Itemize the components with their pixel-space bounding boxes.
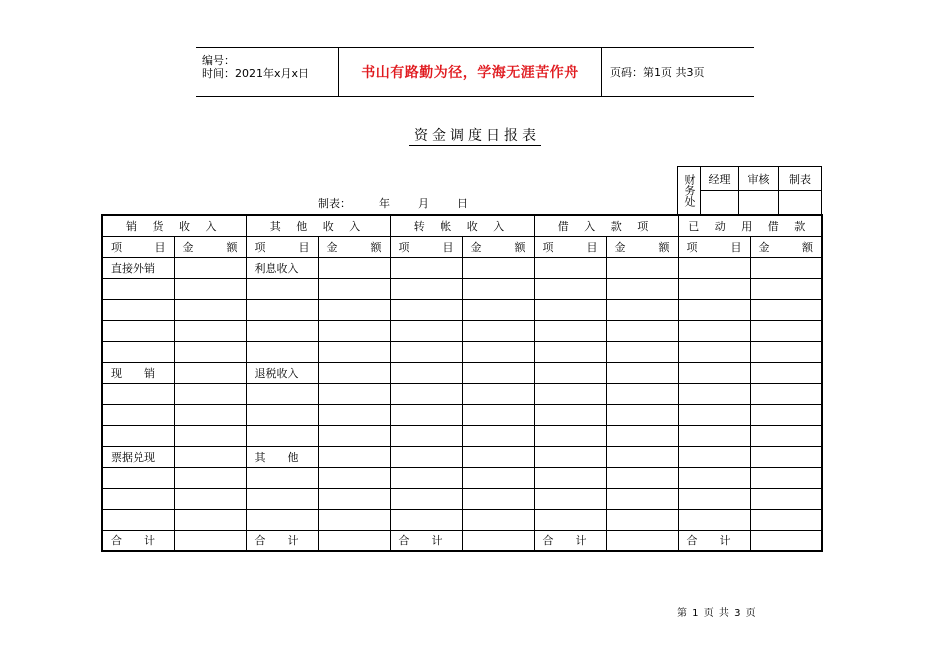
amount-cell[interactable] [750,362,822,383]
item-cell[interactable]: 票据兑现 [102,446,174,467]
amount-cell[interactable] [318,362,390,383]
total-label: 合 计 [678,530,750,551]
item-cell[interactable] [390,425,462,446]
amount-cell[interactable] [462,404,534,425]
item-cell[interactable] [246,383,318,404]
item-cell[interactable] [246,467,318,488]
amount-cell[interactable] [174,509,246,530]
item-cell[interactable] [534,362,606,383]
amount-cell[interactable] [606,257,678,278]
amount-cell[interactable] [174,341,246,362]
amount-cell[interactable] [750,383,822,404]
amount-cell[interactable] [318,404,390,425]
item-cell[interactable] [246,341,318,362]
amount-cell[interactable] [462,299,534,320]
amount-cell[interactable] [174,257,246,278]
item-cell[interactable] [678,299,750,320]
total-label: 合 计 [390,530,462,551]
amount-cell[interactable] [462,278,534,299]
item-cell[interactable] [102,509,174,530]
item-cell[interactable] [246,509,318,530]
item-cell[interactable] [102,341,174,362]
category-borrowings: 借 入 款 项 [534,215,678,236]
item-cell[interactable] [678,509,750,530]
item-cell[interactable] [102,320,174,341]
amount-cell[interactable] [318,446,390,467]
amount-cell[interactable] [606,299,678,320]
item-cell[interactable] [102,404,174,425]
item-cell[interactable] [246,320,318,341]
item-cell[interactable]: 直接外销 [102,257,174,278]
amount-cell[interactable] [750,299,822,320]
total-label: 合 计 [534,530,606,551]
subheader-amount: 金 额 [750,236,822,257]
table-row [102,383,822,404]
item-cell[interactable] [390,509,462,530]
amount-cell[interactable] [462,383,534,404]
item-cell[interactable] [246,299,318,320]
table-row [102,488,822,509]
item-cell[interactable] [246,425,318,446]
subheader-amount: 金 额 [462,236,534,257]
category-other-income: 其 他 收 入 [246,215,390,236]
item-cell[interactable] [678,383,750,404]
amount-cell[interactable] [318,467,390,488]
page-code-cell [602,48,754,96]
category-transfer-income: 转 帐 收 入 [390,215,534,236]
table-row [102,278,822,299]
item-cell[interactable] [678,341,750,362]
item-cell[interactable] [102,278,174,299]
item-cell[interactable] [534,488,606,509]
item-cell[interactable] [678,425,750,446]
amount-cell[interactable] [462,446,534,467]
amount-cell[interactable] [750,446,822,467]
amount-cell[interactable] [174,425,246,446]
item-cell[interactable] [390,467,462,488]
amount-cell[interactable] [750,488,822,509]
amount-cell[interactable] [174,320,246,341]
category-sales: 销 货 收 入 [102,215,246,236]
maker-year: 年 [379,197,390,210]
amount-cell[interactable] [606,425,678,446]
signoff-review-sign[interactable] [739,191,779,215]
subheader-amount: 金 额 [174,236,246,257]
table-row [102,320,822,341]
total-amount-cell[interactable] [318,530,390,551]
amount-cell[interactable] [750,509,822,530]
header-meta-cell [196,48,339,96]
amount-cell[interactable] [606,320,678,341]
amount-cell[interactable] [318,278,390,299]
item-cell[interactable] [102,467,174,488]
item-cell[interactable] [534,341,606,362]
category-row [102,215,822,236]
item-cell[interactable] [678,278,750,299]
signoff-maker-sign[interactable] [779,191,822,215]
page-code: 页码：第1页 共3页 [610,66,705,79]
item-cell[interactable] [390,278,462,299]
subheader-amount: 金 额 [606,236,678,257]
item-cell[interactable] [390,404,462,425]
amount-cell[interactable] [750,320,822,341]
amount-cell[interactable] [750,467,822,488]
item-cell[interactable] [390,446,462,467]
page-footer: 第 1 页 共 3 页 [677,608,756,619]
item-cell[interactable] [102,425,174,446]
item-cell[interactable] [534,278,606,299]
amount-cell[interactable] [750,341,822,362]
subheader-item: 项 目 [102,236,174,257]
amount-cell[interactable] [750,404,822,425]
amount-cell[interactable] [174,299,246,320]
item-cell[interactable] [678,404,750,425]
category-used-borrowings: 已 动 用 借 款 [678,215,822,236]
amount-cell[interactable] [318,257,390,278]
item-cell[interactable] [534,446,606,467]
subheader-amount: 金 额 [318,236,390,257]
item-cell[interactable] [678,467,750,488]
maker-month: 月 [418,197,429,210]
signoff-manager-sign[interactable] [701,191,739,215]
total-amount-cell[interactable] [462,530,534,551]
item-cell[interactable] [390,383,462,404]
amount-cell[interactable] [462,341,534,362]
subheader-item: 项 目 [678,236,750,257]
maker-line [318,195,496,211]
item-cell[interactable] [534,467,606,488]
signoff-manager: 经理 [701,167,739,191]
amount-cell[interactable] [606,278,678,299]
table-row [102,509,822,530]
signoff-maker: 制表 [779,167,822,191]
item-cell[interactable] [678,362,750,383]
amount-cell[interactable] [174,446,246,467]
amount-cell[interactable] [174,467,246,488]
table-row [102,404,822,425]
item-cell[interactable] [390,299,462,320]
amount-cell[interactable] [318,299,390,320]
amount-cell[interactable] [750,278,822,299]
amount-cell[interactable] [606,383,678,404]
subheader-row [102,236,822,257]
item-cell[interactable] [678,446,750,467]
total-amount-cell[interactable] [750,530,822,551]
amount-cell[interactable] [462,320,534,341]
item-cell[interactable] [390,362,462,383]
table-row [102,425,822,446]
table-row [102,341,822,362]
item-cell[interactable] [246,404,318,425]
item-cell[interactable] [390,257,462,278]
amount-cell[interactable] [606,446,678,467]
item-cell[interactable] [534,299,606,320]
amount-cell[interactable] [606,488,678,509]
amount-cell[interactable] [318,383,390,404]
page-title: 资金调度日报表 [0,125,950,145]
item-cell[interactable] [534,425,606,446]
item-cell[interactable] [102,488,174,509]
amount-cell[interactable] [750,257,822,278]
item-cell[interactable] [678,488,750,509]
item-cell[interactable]: 其 他 [246,446,318,467]
item-cell[interactable] [390,320,462,341]
table-row [102,446,822,467]
item-cell[interactable] [390,341,462,362]
amount-cell[interactable] [606,467,678,488]
amount-cell[interactable] [606,362,678,383]
amount-cell[interactable] [318,341,390,362]
item-cell[interactable] [534,404,606,425]
signoff-box [677,166,822,215]
amount-cell[interactable] [606,509,678,530]
amount-cell[interactable] [462,467,534,488]
amount-cell[interactable] [318,488,390,509]
number-label: 编号： [202,54,235,67]
item-cell[interactable] [102,383,174,404]
total-amount-cell[interactable] [606,530,678,551]
subheader-item: 项 目 [390,236,462,257]
amount-cell[interactable] [462,488,534,509]
total-row [102,530,822,551]
amount-cell[interactable] [174,362,246,383]
table-row [102,467,822,488]
item-cell[interactable] [246,278,318,299]
amount-cell[interactable] [462,257,534,278]
item-cell[interactable] [534,509,606,530]
item-cell[interactable]: 退税收入 [246,362,318,383]
item-cell[interactable] [678,257,750,278]
maker-day: 日 [457,197,468,210]
signoff-dept: 财务处 [678,167,701,215]
total-amount-cell[interactable] [174,530,246,551]
total-label: 合 计 [102,530,174,551]
amount-cell[interactable] [318,509,390,530]
table-row [102,362,822,383]
report-table [101,214,823,552]
subheader-item: 项 目 [246,236,318,257]
item-cell[interactable] [246,488,318,509]
amount-cell[interactable] [462,509,534,530]
item-cell[interactable]: 利息收入 [246,257,318,278]
signoff-review: 审核 [739,167,779,191]
item-cell[interactable] [534,383,606,404]
motto-cell [339,48,602,96]
amount-cell[interactable] [174,404,246,425]
motto-text: 书山有路勤为径，学海无涯苦作舟 [361,65,579,81]
item-cell[interactable]: 现 销 [102,362,174,383]
item-cell[interactable] [534,257,606,278]
amount-cell[interactable] [318,425,390,446]
amount-cell[interactable] [750,425,822,446]
amount-cell[interactable] [174,383,246,404]
table-row [102,257,822,278]
amount-cell[interactable] [174,488,246,509]
item-cell[interactable] [390,488,462,509]
item-cell[interactable] [678,320,750,341]
header-box [196,47,754,97]
amount-cell[interactable] [462,362,534,383]
amount-cell[interactable] [606,404,678,425]
subheader-item: 项 目 [534,236,606,257]
amount-cell[interactable] [174,278,246,299]
amount-cell[interactable] [606,341,678,362]
item-cell[interactable] [102,299,174,320]
total-label: 合 计 [246,530,318,551]
amount-cell[interactable] [462,425,534,446]
amount-cell[interactable] [318,320,390,341]
item-cell[interactable] [534,320,606,341]
time-label: 时间：2021年x月x日 [202,67,310,80]
table-row [102,299,822,320]
maker-label: 制表： [318,197,351,210]
